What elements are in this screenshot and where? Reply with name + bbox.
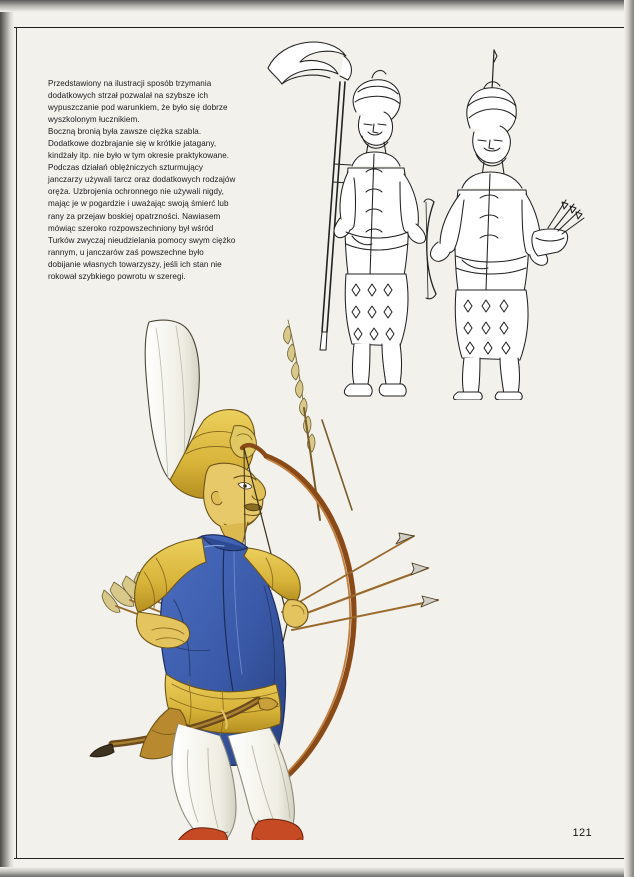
page-border-left (16, 27, 17, 859)
page-right-shadow (624, 0, 634, 877)
page-border-top (14, 27, 624, 28)
page-bottom-shadow (0, 867, 634, 877)
page-number: 121 (572, 827, 592, 839)
paragraph-1: Przedstawiony na ilustracji sposób trzymania dodatkowych strzał pozwalał na szybsze ich wypuszczanie pod warunkiem, że było się dobrze wyszkolonym łucznikiem. (48, 79, 228, 125)
body-text (48, 78, 236, 283)
page-top-shadow (0, 0, 634, 12)
paragraph-2: Boczną bronią była zawsze ciężka szabla. Dodatkowe dozbrajanie się w krótkie jatagany, kindżały itp. nie było w tym okresie praktykowane. Podczas działań oblężniczych szturmujący janczarzy używali tarcz oraz dodatkowych rodzajów oręża. Uzbrojenia ochronnego nie używali nigdy, mając je w pogardzie i uważając swoją śmierć lub rany za przejaw boskiej opatrzności. Nawiasem mówiąc szeroko rozpowszechniony był wśród Turków zwyczaj nieudzielania pomocy swym ciężko rannym, u janczarów zaś powszechne było dobijanie własnych towarzyszy, jeśli ich stan nie rokował szybkiego powrotu w szeregi. (48, 127, 236, 281)
page-gutter-shadow (0, 0, 14, 877)
figure-janissary-archer (52, 300, 482, 840)
page-border-bottom (14, 858, 624, 859)
